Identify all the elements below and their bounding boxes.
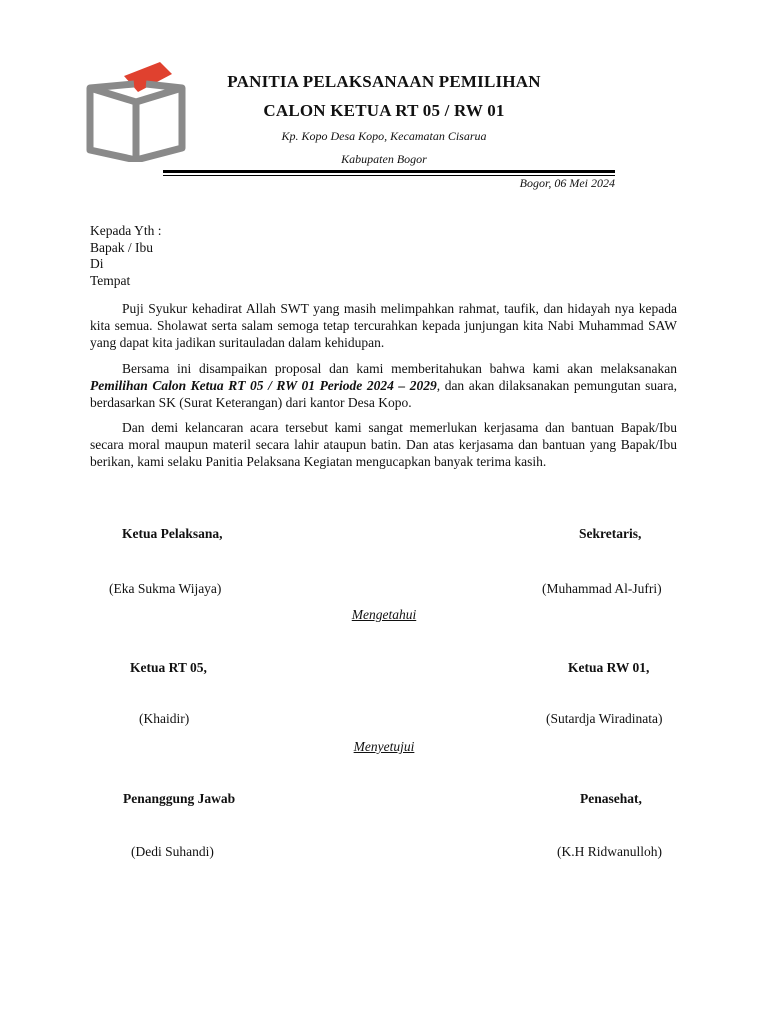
menyetujui-label: Menyetujui [353, 739, 415, 754]
header-title-line1: PANITIA PELAKSANAAN PEMILIHAN [227, 72, 541, 91]
body-paragraph-1 [90, 300, 677, 351]
paragraph-text: , dan akan dilaksanakan pemungutan suara, berdasarkan SK (Surat Keterangan) dari kantor Desa Kopo. [90, 378, 677, 410]
recipient-line: Kepada Yth : [90, 223, 162, 238]
signature-name-ketua-rw: (Sutardja Wiradinata) [546, 711, 663, 726]
signature-name-ketua-rt: (Khaidir) [139, 711, 190, 726]
mengetahui-label: Mengetahui [351, 607, 417, 622]
signature-name-penanggung-jawab: (Dedi Suhandi) [131, 844, 214, 859]
signature-name-penasehat: (K.H Ridwanulloh) [557, 844, 662, 859]
letter-date: Bogor, 06 Mei 2024 [519, 176, 615, 190]
recipient-line: Bapak / Ibu [90, 239, 153, 255]
signature-title-ketua-pelaksana: Ketua Pelaksana, [122, 526, 223, 541]
signature-title-sekretaris: Sekretaris, [579, 526, 642, 541]
signature-title-penasehat: Penasehat, [580, 791, 642, 806]
recipient-line: Tempat [90, 272, 131, 288]
signature-name-ketua-pelaksana: (Eka Sukma Wijaya) [109, 581, 222, 596]
header-address-line2: Kabupaten Bogor [341, 152, 427, 166]
paragraph-text: Puji Syukur kehadirat Allah SWT yang masih melimpahkan rahmat, taufik, dan hidayah nya kepada kita semua. Sholawat serta salam semoga tetap tercurahkan kepada junjungan kita Nabi Muhammad SAW yang dapat kita jadikan suritauladan dalam kehidupan. [90, 301, 677, 350]
recipient-line: Di [90, 256, 104, 271]
signature-name-sekretaris: (Muhammad Al-Jufri) [542, 581, 662, 596]
event-name: Pemilihan Calon Ketua RT 05 / RW 01 Periode 2024 – 2029 [90, 378, 437, 393]
signature-title-penanggung-jawab: Penanggung Jawab [123, 791, 236, 806]
header-title-line2: CALON KETUA RT 05 / RW 01 [263, 101, 505, 120]
body-paragraph-3 [90, 419, 677, 470]
recipient-block [90, 223, 161, 289]
signature-title-ketua-rw: Ketua RW 01, [568, 660, 650, 675]
body-paragraph-2 [90, 360, 677, 411]
signature-title-ketua-rt: Ketua RT 05, [130, 660, 207, 675]
paragraph-text: Dan demi kelancaran acara tersebut kami sangat memerlukan kerjasama dan bantuan Bapak/Ibu secara moral maupun materil secara lahir ataupun batin. Dan atas kerjasama dan bantuan yang Bapak/Ibu berikan, kami selaku Panitia Pelaksana Kegiatan mengucapkan banyak terima kasih. [90, 420, 677, 469]
paragraph-text: Bersama ini disampaikan proposal dan kami memberitahukan bahwa kami akan melaksanakan [122, 361, 677, 376]
header-address-line1: Kp. Kopo Desa Kopo, Kecamatan Cisarua [281, 129, 487, 143]
header-rule-thick [163, 170, 615, 173]
